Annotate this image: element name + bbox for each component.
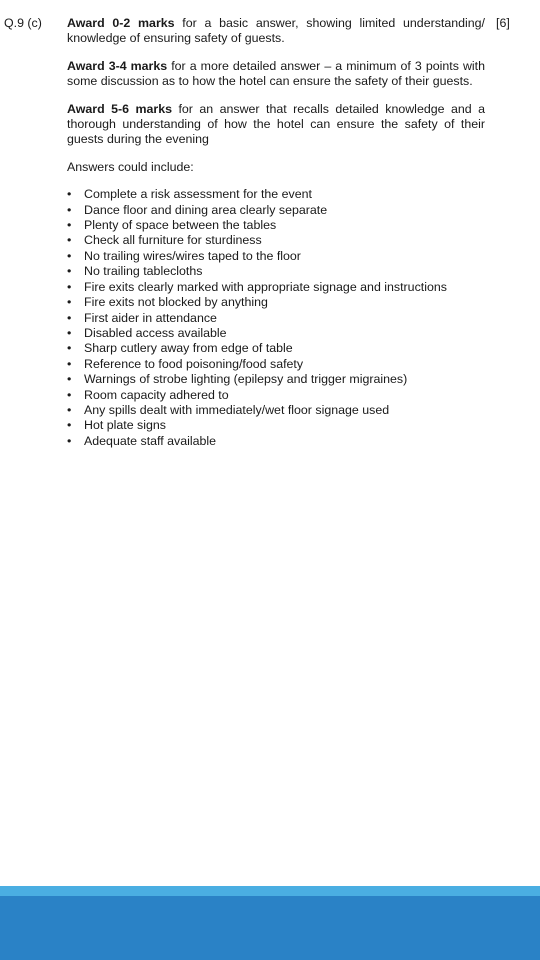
question-number: Q.9 (c) bbox=[4, 16, 42, 30]
list-item: • Complete a risk assessment for the event bbox=[67, 187, 312, 202]
answers-intro: Answers could include: bbox=[67, 159, 194, 174]
bullet-icon: • bbox=[67, 310, 72, 325]
bullet-icon: • bbox=[67, 202, 72, 217]
list-item: • First aider in attendance bbox=[67, 310, 217, 325]
bullet-icon: • bbox=[67, 341, 72, 356]
bullet-icon: • bbox=[67, 433, 72, 448]
band-heading: Award 3-4 marks bbox=[67, 58, 168, 73]
bullet-icon: • bbox=[67, 418, 72, 433]
mark-scheme bbox=[67, 16, 485, 449]
bullet-icon: • bbox=[67, 295, 72, 310]
bullet-icon: • bbox=[67, 402, 72, 417]
answers-list bbox=[67, 187, 485, 449]
band-heading: Award 0-2 marks bbox=[67, 16, 175, 30]
band-text: for an answer that recalls detailed knowledge and a thorough understanding of how the hotel can ensure the safety of their guests during the evening bbox=[67, 101, 485, 147]
list-item: • Disabled access available bbox=[67, 325, 227, 340]
bullet-icon: • bbox=[67, 264, 72, 279]
list-item: • No trailing tablecloths bbox=[67, 264, 203, 279]
band-heading: Award 5-6 marks bbox=[67, 101, 172, 116]
mark-band-0-2 bbox=[67, 16, 485, 47]
bullet-icon: • bbox=[67, 279, 72, 294]
mark-band-5-6 bbox=[67, 102, 485, 148]
list-item: • Hot plate signs bbox=[67, 418, 166, 433]
list-item: • Fire exits not blocked by anything bbox=[67, 295, 268, 310]
list-item: • Room capacity adhered to bbox=[67, 387, 229, 402]
band-text: for a basic answer, showing limited understanding/ knowledge of ensuring safety of guests. bbox=[67, 16, 485, 46]
bullet-icon: • bbox=[67, 372, 72, 387]
bullet-icon: • bbox=[67, 233, 72, 248]
list-item: • Any spills dealt with immediately/wet floor signage used bbox=[67, 402, 390, 417]
bullet-icon: • bbox=[67, 187, 72, 202]
bullet-icon: • bbox=[67, 248, 72, 263]
footer-accent-strip bbox=[0, 886, 540, 896]
list-item: • Plenty of space between the tables bbox=[67, 218, 277, 233]
list-item: • Reference to food poisoning/food safety bbox=[67, 356, 304, 371]
bullet-icon: • bbox=[67, 356, 72, 371]
bullet-icon: • bbox=[67, 218, 72, 233]
list-item: • Sharp cutlery away from edge of table bbox=[67, 341, 293, 356]
list-item: • Check all furniture for sturdiness bbox=[67, 233, 262, 248]
band-text: for a more detailed answer – a minimum of 3 points with some discussion as to how the hotel can ensure the safety of their guests. bbox=[67, 58, 485, 89]
question-marks: [6] bbox=[496, 16, 510, 30]
list-item: • Fire exits clearly marked with appropriate signage and instructions bbox=[67, 279, 447, 294]
list-item: • Adequate staff available bbox=[67, 433, 217, 448]
bullet-icon: • bbox=[67, 325, 72, 340]
footer-bar bbox=[0, 896, 540, 960]
mark-band-3-4 bbox=[67, 59, 485, 90]
list-item: • Dance floor and dining area clearly separate bbox=[67, 202, 328, 217]
bullet-icon: • bbox=[67, 387, 72, 402]
list-item: • Warnings of strobe lighting (epilepsy and trigger migraines) bbox=[67, 372, 408, 387]
list-item: • No trailing wires/wires taped to the floor bbox=[67, 248, 301, 263]
